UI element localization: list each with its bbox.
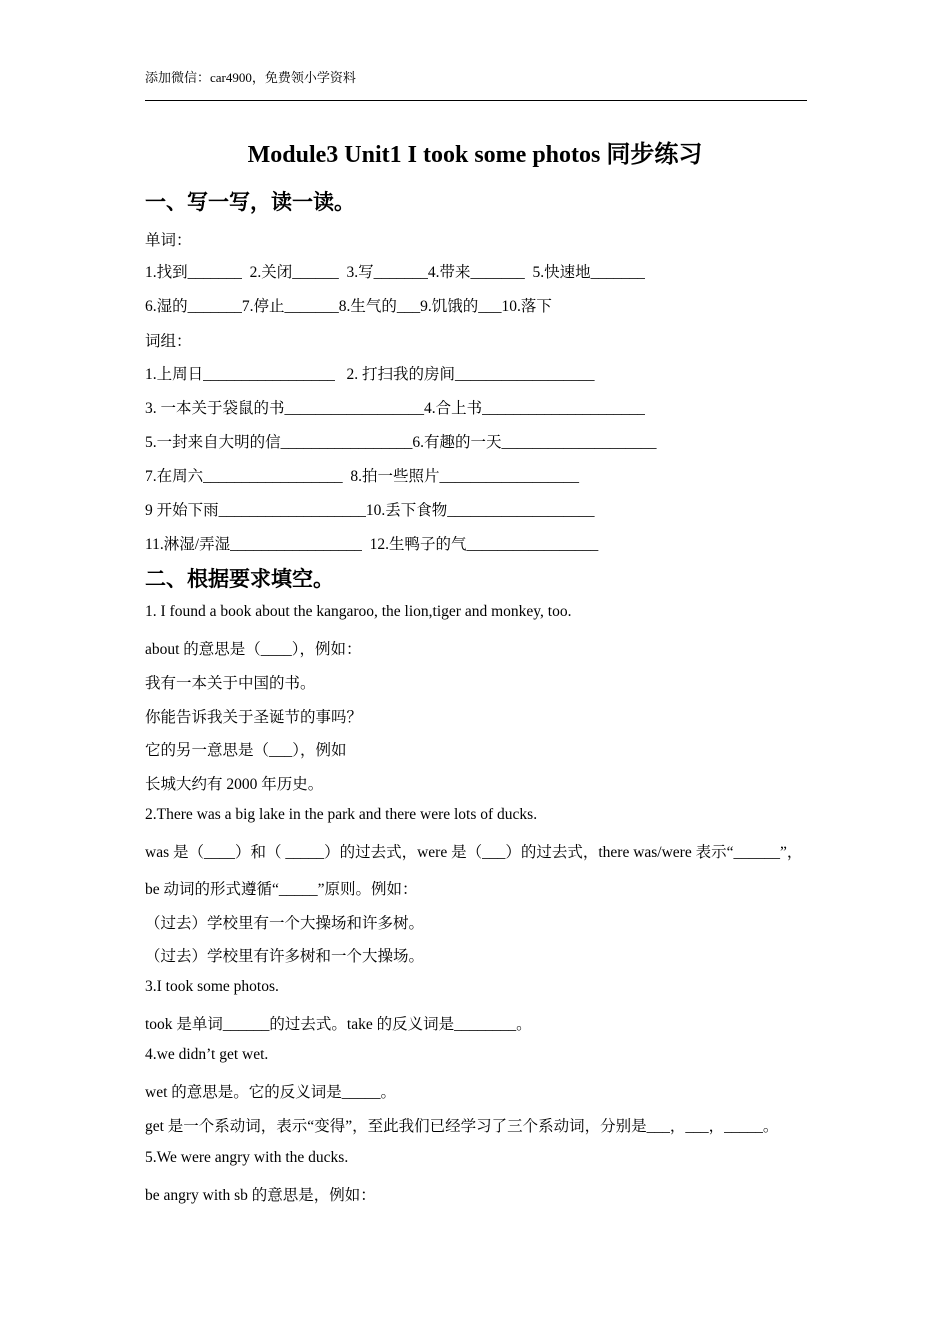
section-1-heading: 一、写一写，读一读。	[145, 190, 355, 214]
question-line: was 是（____）和（ _____）的过去式，were 是（___）的过去式，there was/were 表示“______”，	[145, 844, 803, 861]
page-title: Module3 Unit1 I took some photos 同步练习	[247, 142, 703, 168]
phrase-line: 7.在周六__________________ 8.拍一些照片__________________	[145, 468, 580, 485]
question-line: 1. I found a book about the kangaroo, the lion,tiger and monkey, too.	[145, 603, 572, 620]
question-line: wet 的意思是。它的反义词是_____。	[145, 1084, 397, 1101]
question-line: 你能告诉我关于圣诞节的事吗？	[145, 709, 363, 726]
words-line-1: 1.找到_______ 2.关闭______ 3.写_______4.带来_______ 5.快速地_______	[145, 264, 645, 281]
words-line-2: 6.湿的_______7.停止_______8.生气的___9.饥饿的___10.落下	[145, 298, 552, 315]
question-line: be angry with sb 的意思是，例如：	[145, 1187, 376, 1204]
header-note: 添加微信：car4900，免费领小学资料	[145, 70, 356, 85]
question-line: （过去）学校里有许多树和一个大操场。	[145, 948, 425, 965]
phrase-line: 1.上周日_________________ 2. 打扫我的房间__________________	[145, 366, 595, 383]
question-line: be 动词的形式遵循“_____”原则。例如：	[145, 881, 418, 898]
phrase-line: 11.淋湿/弄湿_________________ 12.生鸭子的气_________________	[145, 536, 599, 553]
question-line: 5.We were angry with the ducks.	[145, 1149, 349, 1166]
phrases-label: 词组：	[145, 333, 192, 350]
question-line: 2.There was a big lake in the park and there were lots of ducks.	[145, 806, 538, 823]
question-line: 它的另一意思是（___），例如	[145, 742, 347, 759]
phrase-line: 3. 一本关于袋鼠的书__________________4.合上书_____________________	[145, 400, 645, 417]
question-line: about 的意思是（____），例如：	[145, 641, 362, 658]
question-line: 3.I took some photos.	[145, 978, 279, 995]
phrase-line: 9 开始下雨___________________10.丢下食物___________________	[145, 502, 595, 519]
section-2-heading: 二、根据要求填空。	[145, 567, 334, 591]
question-line: 长城大约有 2000 年历史。	[145, 776, 324, 793]
phrase-line: 5.一封来自大明的信_________________6.有趣的一天____________________	[145, 434, 657, 451]
question-line: （过去）学校里有一个大操场和许多树。	[145, 915, 425, 932]
words-label: 单词：	[145, 232, 192, 249]
question-line: 4.we didn’t get wet.	[145, 1046, 269, 1063]
question-line: get 是一个系动词，表示“变得”，至此我们已经学习了三个系动词，分别是___，___，_____。	[145, 1118, 779, 1135]
header-divider	[145, 100, 807, 101]
question-line: took 是单词______的过去式。take 的反义词是________。	[145, 1016, 532, 1033]
question-line: 我有一本关于中国的书。	[145, 675, 316, 692]
